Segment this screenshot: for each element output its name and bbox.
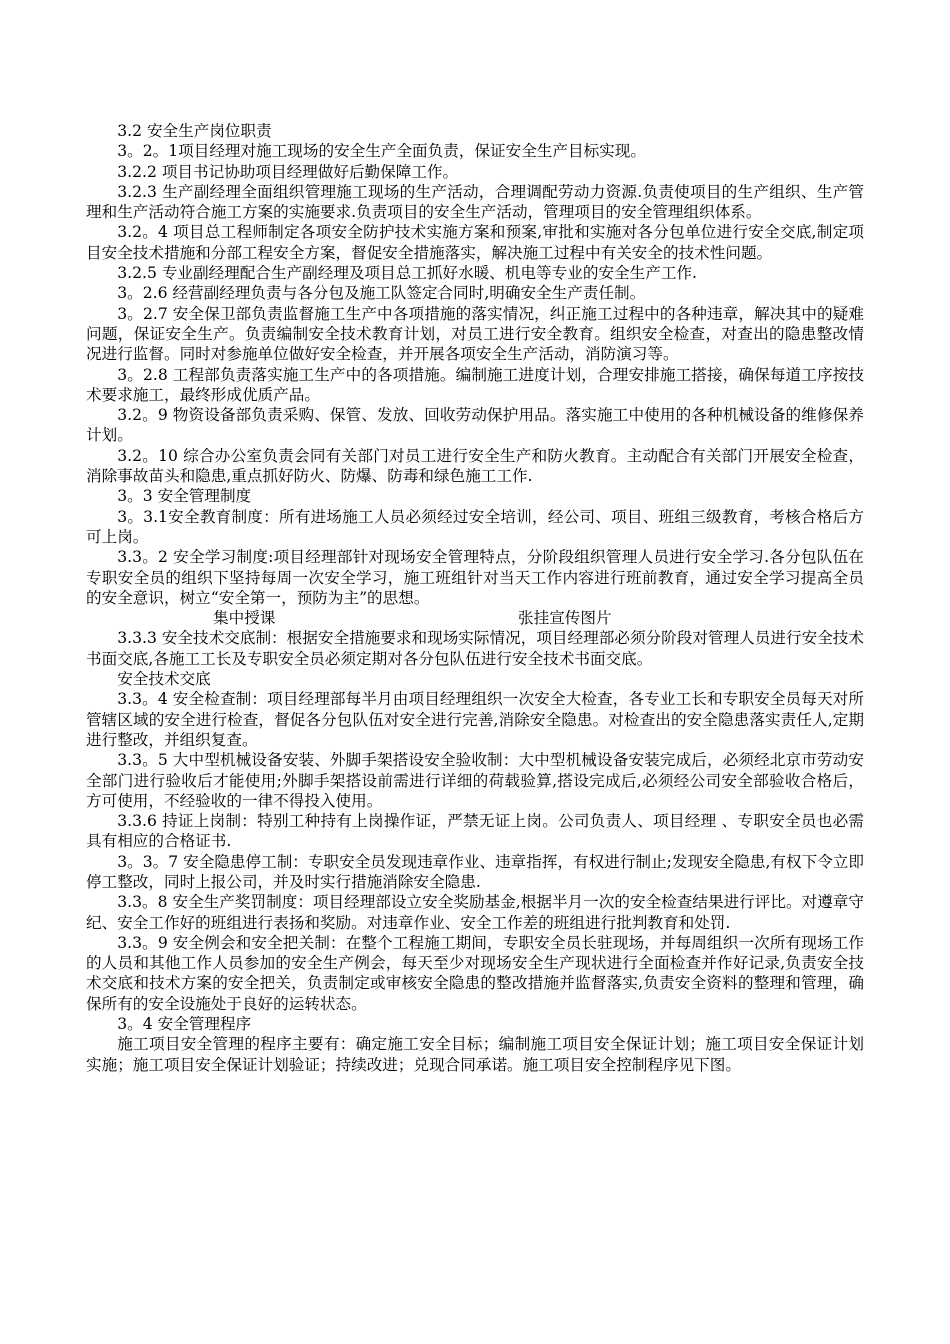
paragraph-3-4-intro: 施工项目安全管理的程序主要有：确定施工安全目标；编制施工项目安全保证计划；施工项目安全保证计划实施；施工项目安全保证计划验证；持续改进；兑现合同承诺。施工项目安全控制程序见下图。 [86,1035,864,1074]
paragraph-3-3-7: 3。3。7 安全隐患停工制：专职安全员发现违章作业、违章指挥，有权进行制止;发现安全隐患,有权下令立即停工整改，同时上报公司，并及时实行措施消除安全隐患. [86,852,864,891]
paragraph-3-2-1: 3。2。1项目经理对施工现场的安全生产全面负责，保证安全生产目标实现。 [117,142,646,161]
paragraph-3-3-9: 3.3。9 安全例会和安全把关制：在整个工程施工期间，专职安全员长驻现场，并每周组织一次所有现场工作的人员和其他工作人员参加的安全生产例会，每天至少对现场安全生产现状进行全面检查并作好记录,负责安全技术交底和技术方案的安全把关，负责制定或审核安全隐患的整改措施并监督落实,负责安全资料的整理和管理，确保所有的安全设施处于良好的运转状态。 [86,933,864,1013]
caption-safety-briefing: 安全技术交底 [117,670,211,689]
paragraph-3-3-2: 3.3。2 安全学习制度:项目经理部针对现场安全管理特点，分阶段组织管理人员进行安全学习.各分包队伍在专职安全员的组织下坚持每周一次安全学习，施工班组针对当天工作内容进行班前教育，通过安全学习提高全员的安全意识，树立“安全第一，预防为主”的思想。 [86,548,864,607]
paragraph-3-3-3: 3.3.3 安全技术交底制：根据安全措施要求和现场实际情况，项目经理部必须分阶段对管理人员进行安全技术书面交底,各施工工长及专职安全员必须定期对各分包队伍进行安全技术书面交底。 [86,629,864,668]
paragraph-3-2-7: 3。2.7 安全保卫部负责监督施工生产中各项措施的落实情况，纠正施工过程中的各种违章，解决其中的疑难问题，保证安全生产。负责编制安全技术教育计划，对员工进行安全教育。组织安全检查，对查出的隐患整改情况进行监督。同时对参施单位做好安全检查，并开展各项安全生产活动，消防演习等。 [86,304,864,364]
image-caption-row [86,608,864,628]
paragraph-3-2-9: 3.2。9 物资设备部负责采购、保管、发放、回收劳动保护用品。落实施工中使用的各种机械设备的维修保养计划。 [86,406,864,445]
paragraph-3-2-5: 3.2.5 专业副经理配合生产副经理及项目总工抓好水暖、机电等专业的安全生产工作. [117,264,697,283]
section-heading-3-4: 3。4 安全管理程序 [117,1015,252,1034]
paragraph-3-2-10: 3.2。10 综合办公室负责会同有关部门对员工进行安全生产和防火教育。主动配合有关部门开展安全检查，消除事故苗头和隐患,重点抓好防火、防爆、防毒和绿色施工工作. [86,446,864,486]
document-body [86,121,864,1075]
caption-centralized-lecture: 集中授课 [213,609,276,628]
paragraph-3-3-1: 3。3.1安全教育制度：所有进场施工人员必须经过安全培训，经公司、项目、班组三级教育，考核合格后方可上岗。 [86,507,864,546]
paragraph-3-2-6: 3。2.6 经营副经理负责与各分包及施工队签定合同时,明确安全生产责任制。 [117,284,646,303]
paragraph-3-3-6: 3.3.6 持证上岗制：特别工种持有上岗操作证，严禁无证上岗。公司负责人、项目经理 、专职安全员也必需具有相应的合格证书. [86,812,864,851]
paragraph-3-3-8: 3.3。8 安全生产奖罚制度：项目经理部设立安全奖励基金,根据半月一次的安全检查结果进行评比。对遵章守纪、安全工作好的班组进行表扬和奖励。对违章作业、安全工作差的班组进行批判教育和处罚. [86,893,864,932]
caption-posted-pictures: 张挂宣传图片 [518,609,612,628]
paragraph-3-2-4: 3.2。4 项目总工程师制定各项安全防护技术实施方案和预案,审批和实施对各分包单位进行安全交底,制定项目安全技术措施和分部工程安全方案，督促安全措施落实，解决施工过程中有关安全的技术性问题。 [86,223,864,262]
paragraph-3-3-5: 3.3。5 大中型机械设备安装、外脚手架搭设安全验收制：大中型机械设备安装完成后，必须经北京市劳动安全部门进行验收后才能使用;外脚手架搭设前需进行详细的荷载验算,搭设完成后,必须经公司安全部验收合格后，方可使用，不经验收的一律不得投入使用。 [86,751,864,810]
section-heading-3-3: 3。3 安全管理制度 [117,487,252,506]
paragraph-3-3-4: 3.3。4 安全检查制：项目经理部每半月由项目经理组织一次安全大检查，各专业工长和专职安全员每天对所管辖区域的安全进行检查，督促各分包队伍对安全进行完善,消除安全隐患。对检查出的安全隐患落实责任人,定期进行整改，并组织复查。 [86,690,864,749]
paragraph-3-2-3: 3.2.3 生产副经理全面组织管理施工现场的生产活动，合理调配劳动力资源.负责使项目的生产组织、生产管理和生产活动符合施工方案的实施要求.负责项目的安全生产活动，管理项目的安全管理组织体系。 [86,182,864,222]
section-heading-3-2: 3.2 安全生产岗位职责 [117,122,272,140]
paragraph-3-2-8: 3。2.8 工程部负责落实施工生产中的各项措施。编制施工进度计划，合理安排施工搭接，确保每道工序按技术要求施工，最终形成优质产品。 [86,365,864,404]
paragraph-3-2-2: 3.2.2 项目书记协助项目经理做好后勤保障工作。 [117,162,459,181]
